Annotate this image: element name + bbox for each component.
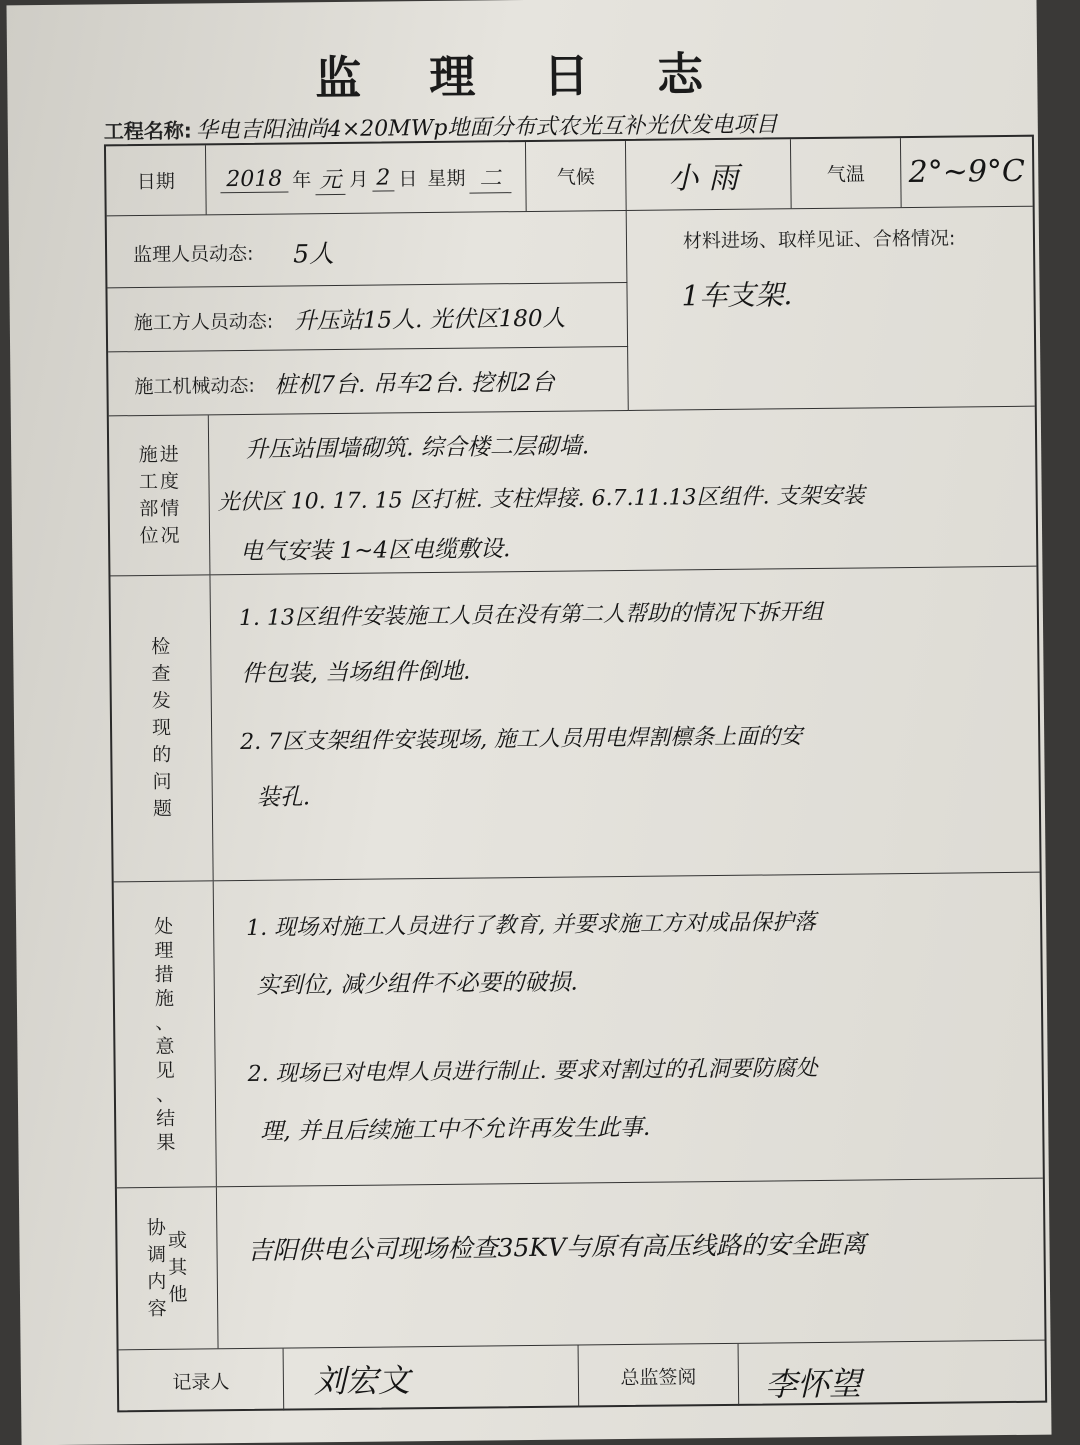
- progress-label: [109, 415, 211, 575]
- issues-label: [110, 575, 213, 881]
- contractor-value: 升压站15人. 光伏区180人: [293, 305, 566, 335]
- materials-value: 1车支架.: [681, 278, 793, 313]
- coordination-label-char: 其: [168, 1256, 188, 1279]
- temp-value: 2°~9°C: [908, 153, 1026, 190]
- measures-label-char: 结: [156, 1107, 176, 1130]
- issues-label-char: 现: [151, 716, 172, 739]
- date-weather-row: [106, 137, 1033, 217]
- coordination-body: [217, 1179, 1045, 1349]
- materials-cell: [627, 207, 1035, 411]
- issue-line: 装孔.: [256, 784, 311, 811]
- date-label: 日期: [136, 170, 175, 194]
- chief-label-cell: [579, 1344, 740, 1408]
- measures-section: [114, 873, 1043, 1189]
- measures-label-char: 意: [155, 1035, 175, 1058]
- progress-label-char: 进: [159, 443, 179, 466]
- issues-label-char: 的: [152, 743, 172, 766]
- coordination-text: 吉阳供电公司现场检查35KV与原有高压线路的安全距离: [247, 1229, 867, 1265]
- measure-line: 实到位, 减少组件不必要的破损.: [256, 969, 578, 999]
- log-form: [104, 135, 1047, 1413]
- weather-label: 气候: [556, 166, 595, 189]
- date-value-cell: [206, 142, 527, 214]
- machinery-value: 桩机7台. 吊车2台. 挖机2台: [274, 369, 555, 399]
- project-name-value: 华电吉阳油尚4×20MWp地面分布式农光互补光伏发电项目: [195, 112, 778, 144]
- date-year: 2018: [220, 166, 288, 193]
- contractor-row: [107, 283, 628, 352]
- coordination-label-char: 或: [167, 1229, 188, 1252]
- temp-value-cell: [901, 137, 1033, 207]
- measures-label-char: 见: [155, 1059, 175, 1082]
- coordination-label-col-b: [168, 1228, 188, 1309]
- issues-label-char: 题: [152, 797, 173, 820]
- recorder-label: 记录人: [172, 1370, 230, 1394]
- contractor-label: 施工方人员动态:: [133, 310, 274, 335]
- progress-body: [209, 407, 1037, 575]
- progress-label-col-a: [139, 441, 159, 549]
- coordination-label-col-a: [147, 1214, 167, 1322]
- supervisor-label: 监理人员动态:: [132, 242, 254, 267]
- issues-label-char: 发: [151, 689, 171, 712]
- weekday-label: 星期: [427, 167, 466, 191]
- machinery-label: 施工机械动态:: [134, 374, 256, 399]
- coordination-label-char: 他: [168, 1283, 188, 1306]
- progress-label-col-b: [160, 441, 180, 549]
- issues-label-char: 检: [151, 635, 171, 658]
- coordination-label-char: 容: [147, 1297, 167, 1320]
- progress-line: 升压站围墙砌筑. 综合楼二层砌墙.: [245, 433, 590, 463]
- recorder-signature: 刘宏文: [313, 1361, 411, 1401]
- signature-row: [119, 1341, 1046, 1413]
- progress-line: 光伏区 10. 17. 15 区打桩. 支柱焊接. 6.7.11.13区组件. 支架安装: [217, 483, 865, 516]
- supervisor-row: [107, 211, 628, 288]
- issues-body: [210, 567, 1039, 881]
- progress-label-char: 位: [139, 524, 159, 547]
- measure-line: 2. 现场已对电焊人员进行制止. 要求对割过的孔洞要防腐处: [247, 1055, 818, 1087]
- measures-label: [114, 881, 217, 1187]
- progress-line: 电气安装 1~4区电缆敷设.: [240, 536, 511, 566]
- materials-label: 材料进场、取样见证、合格情况:: [682, 227, 956, 253]
- measures-label-char: 处: [154, 915, 174, 938]
- weather-label-cell: [526, 141, 627, 211]
- issue-line: 件包装, 当场组件倒地.: [241, 658, 471, 688]
- measure-line: 理, 并且后续施工中不允许再发生此事.: [260, 1114, 651, 1145]
- measures-label-char: 措: [154, 963, 174, 986]
- progress-label-char: 况: [160, 524, 180, 547]
- date-day: 2: [372, 165, 394, 191]
- progress-label-char: 情: [160, 497, 180, 520]
- coordination-label: [117, 1187, 219, 1349]
- project-name-label: 工程名称:: [103, 118, 192, 144]
- chief-value-cell: [739, 1341, 1046, 1406]
- coordination-label-char: 协: [146, 1216, 166, 1239]
- progress-label-char: 度: [159, 470, 180, 493]
- supervisor-value: 5人: [292, 239, 335, 269]
- temp-label-cell: [791, 138, 902, 208]
- progress-label-char: 部: [139, 497, 159, 520]
- log-page: [6, 0, 1051, 1445]
- measures-label-char: 果: [156, 1131, 176, 1154]
- measures-label-char: 理: [154, 939, 174, 962]
- recorder-value-cell: [284, 1346, 580, 1411]
- issue-line: 1. 13区组件安装施工人员在没有第二人帮助的情况下拆开组: [238, 599, 824, 632]
- coordination-label-char: 调: [146, 1243, 167, 1266]
- progress-label-char: 工: [138, 470, 159, 493]
- measure-line: 1. 现场对施工人员进行了教育, 并要求施工方对成品保护落: [246, 910, 817, 941]
- temp-label: 气温: [826, 163, 865, 186]
- issues-section: [110, 567, 1039, 883]
- issues-label-char: 问: [152, 770, 172, 793]
- coordination-section: [117, 1179, 1045, 1351]
- measures-label-char: 施: [154, 987, 175, 1010]
- date-label-cell: [106, 145, 207, 215]
- weather-value-cell: [626, 139, 792, 210]
- date-month-unit: 月: [349, 168, 369, 191]
- page-title: 监 理 日 志: [314, 46, 730, 106]
- weather-value: 小雨: [668, 160, 749, 197]
- chief-signature: 李怀望: [764, 1364, 862, 1404]
- progress-section: [109, 407, 1037, 577]
- issue-line: 2. 7区支架组件安装现场, 施工人员用电焊割檩条上面的安: [240, 724, 803, 756]
- date-year-unit: 年: [292, 169, 312, 192]
- date-month: 元: [315, 162, 345, 194]
- coordination-label-char: 内: [147, 1270, 167, 1293]
- recorder-label-cell: [119, 1349, 285, 1413]
- chief-label: 总监签阅: [620, 1365, 697, 1389]
- date-day-unit: 日: [398, 168, 418, 191]
- measures-label-char: 、: [155, 1083, 176, 1106]
- progress-label-char: 施: [138, 443, 158, 466]
- weekday-value: 二: [469, 161, 511, 193]
- measures-body: [214, 873, 1043, 1187]
- issues-label-char: 查: [151, 662, 171, 685]
- machinery-row: [108, 347, 629, 416]
- measures-label-char: 、: [155, 1011, 175, 1034]
